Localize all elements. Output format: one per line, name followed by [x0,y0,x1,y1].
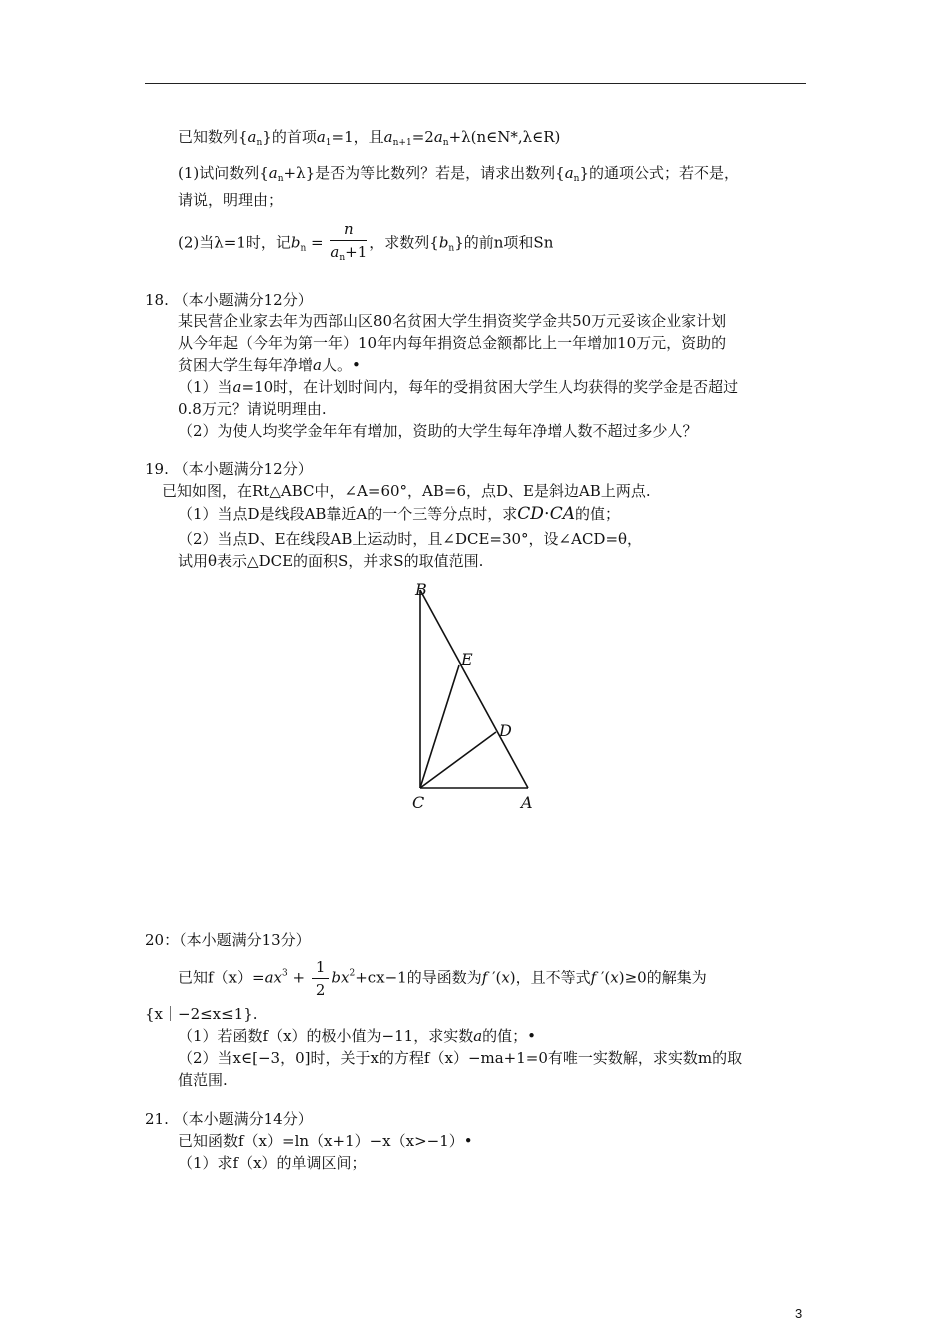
q21-heading: 21. （本小题满分14分） [145,1110,313,1128]
q20-line4: （2）当x∈[−3，0]时，关于x的方程f（x）−ma+1=0有唯一实数解，求实数m的取 [178,1049,743,1067]
q17-part1: (1)试问数列$\{a_n+\lambda\}$是否为等比数列？若是，请求出数列$\{a_n\}$的通项公式；若不是， [178,164,740,184]
q17-part2: (2)当λ=1时，记$b_n$ = $\frac{n}{a_n+1}$ ，求数列$\{b_n\}$的前n项和Sn [178,218,553,269]
q17-fraction: $\frac{n}{a_n+1}$ [330,220,368,263]
q18-line6: （2）为使人均奖学金年年有增加，资助的大学生每年净增人数不超过多少人？ [178,422,698,440]
q21-line1: 已知函数f（x）=ln（x+1）−x（x>−1）• [178,1132,473,1150]
label-b: B [415,580,427,599]
q20-fraction: $\frac{1}{2}$ [312,956,330,1001]
triangle-figure [400,575,550,820]
q21-line2: （1）求f（x）的单调区间； [178,1154,367,1172]
q18-line5: 0.8万元？请说明理由. [178,400,327,418]
label-d: D [499,721,512,740]
q20-heading: 20：（本小题满分13分） [145,931,311,949]
q18-line2: 从今年起（今年为第一年）10年内每年捐资总金额都比上一年增加10万元，资助的 [178,334,727,352]
header-rule [145,83,806,84]
q18-heading: 18. （本小题满分12分） [145,291,313,309]
q17-part1-line2: 请说，明理由； [178,191,284,209]
q20-line2: {x｜−2≤x≤1}. [145,1005,258,1023]
q18-line1: 某民营企业家去年为西部山区80名贫困大学生捐资奖学金共50万元妥该企业家计划 [178,312,727,330]
label-c: C [412,793,425,812]
q19-line3: （2）当点D、E在线段AB上运动时，且∠DCE=30°，设∠ACD=θ， [178,530,643,548]
page-number: 3 [795,1306,803,1321]
label-a: A [521,793,533,812]
q18-line3: 贫困大学生每年净增a人。• [178,356,361,374]
q19-line1: 已知如图，在Rt△ABC中，∠A=60°，AB=6，点D、E是斜边AB上两点. [162,482,651,500]
q19-line2: （1）当点D是线段AB靠近A的一个三等分点时，求CD⋅CA的值； [178,504,621,524]
q20-line1: 已知$f(x)=ax^3$ + $\frac{1}{2}$ $bx^2+cx-1$的导函数为f ′(x)，且不等式f ′(x)≥0的解集为 [178,958,707,999]
q20-line3: （1）若函数f（x）的极小值为−11，求实数a的值；• [178,1027,537,1045]
q20-line5: 值范围. [178,1071,228,1089]
q19-heading: 19. （本小题满分12分） [145,460,313,478]
label-e: E [461,650,473,669]
q19-line4: 试用θ表示△DCE的面积S，并求S的取值范围. [178,552,484,570]
q18-line4: （1）当a=10时，在计划时间内，每年的受捐贫困大学生人均获得的奖学金是否超过 [178,378,739,396]
q17-intro: 已知数列$\{a_n\}$的首项$a_1=1$，且$a_{n+1}=2a_n+\lambda(n\in N*,\lambda\in R)$ [178,128,561,148]
